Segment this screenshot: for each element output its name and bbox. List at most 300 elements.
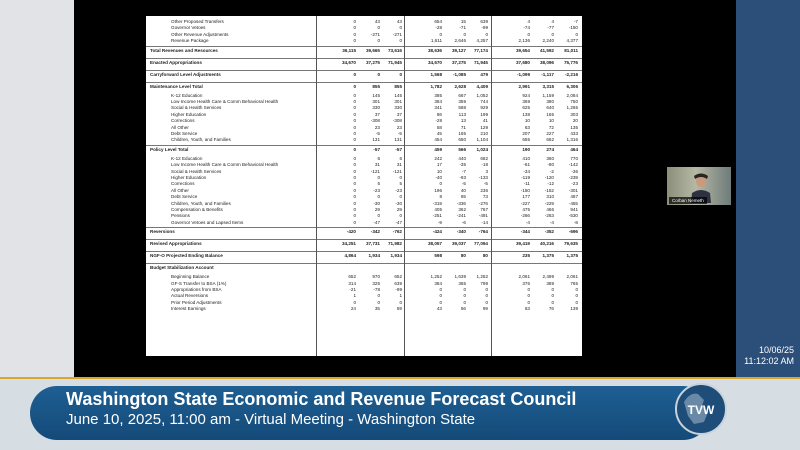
row-value: 0 xyxy=(353,131,356,136)
row-value: 1,934 xyxy=(390,253,402,259)
row-value: 23 xyxy=(396,124,402,130)
row-value: 1,265 xyxy=(566,105,578,111)
row-value: 99 xyxy=(482,306,488,312)
row-value: -420 xyxy=(346,229,356,235)
row-value: -36 xyxy=(571,168,578,174)
row-value: 1,252 xyxy=(430,274,442,280)
row-value: 1,934 xyxy=(368,253,380,259)
row-value: 37 xyxy=(374,111,380,117)
row-value: 765 xyxy=(570,280,578,286)
row-value: -57 xyxy=(395,146,402,152)
row-label: Appropriations from BSA xyxy=(171,287,222,292)
row-value: -30 xyxy=(373,200,380,206)
row-value: 0 xyxy=(353,111,356,117)
row-label: Carryforward Level Adjustments xyxy=(150,71,221,77)
row-value: 0 xyxy=(353,213,356,219)
row-value: 196 xyxy=(434,187,442,193)
row-value: 767 xyxy=(480,207,488,212)
row-label: Reversions xyxy=(150,229,175,235)
row-value: 80 xyxy=(460,253,466,259)
row-value: 1,104 xyxy=(476,137,488,143)
table-row xyxy=(146,228,582,235)
broadcast-timestamp xyxy=(744,345,794,367)
row-value: 43 xyxy=(374,19,380,24)
row-value: -21 xyxy=(349,287,356,292)
row-value: 37 xyxy=(396,111,402,117)
row-value: 81,011 xyxy=(564,47,578,53)
row-value: -150 xyxy=(520,187,530,193)
right-background-panel xyxy=(736,0,800,377)
row-value: 0 xyxy=(377,194,380,200)
row-value: 750 xyxy=(570,99,578,104)
row-value: -762 xyxy=(392,229,402,235)
row-value: 2,084 xyxy=(566,92,578,98)
row-value: 43 xyxy=(436,306,442,312)
row-value: -93 xyxy=(459,175,466,180)
row-value: 466 xyxy=(546,207,554,212)
row-value: 384 xyxy=(434,280,442,286)
row-value: 682 xyxy=(480,155,488,161)
row-value: 0 xyxy=(527,293,530,299)
row-value: 20 xyxy=(572,118,578,124)
row-value: 0 xyxy=(377,25,380,31)
row-value: 0 xyxy=(353,99,356,104)
banner-title: Washington State Economic and Revenue Forecast Council xyxy=(66,389,577,409)
row-value: 0 xyxy=(485,31,488,37)
table-row xyxy=(146,47,582,54)
row-value: -266 xyxy=(520,213,530,219)
row-value: 199 xyxy=(480,111,488,117)
row-label: Beginning Balance xyxy=(171,274,210,280)
row-value: -340 xyxy=(456,229,466,235)
row-value: 72 xyxy=(548,124,554,130)
row-value: -35 xyxy=(459,162,466,168)
row-value: 652 xyxy=(394,274,402,280)
row-value: 384 xyxy=(434,99,442,104)
row-value: 929 xyxy=(480,105,488,111)
column-divider xyxy=(404,16,405,356)
row-value: 15 xyxy=(460,19,466,24)
row-value: 2,240 xyxy=(542,38,554,44)
row-value: 138 xyxy=(522,111,530,117)
row-value: 63 xyxy=(524,306,530,312)
row-label: Prior Period Adjustments xyxy=(171,299,222,305)
row-value: 655 xyxy=(522,137,530,143)
tvw-logo xyxy=(674,382,728,436)
row-value: 2,628 xyxy=(454,83,466,89)
row-value: 464 xyxy=(570,146,578,152)
row-value: 365 xyxy=(458,280,466,286)
row-value: -14 xyxy=(481,219,488,225)
row-value: 0 xyxy=(353,38,356,44)
row-value: 31 xyxy=(374,162,380,168)
row-value: 588 xyxy=(458,105,466,111)
table-row xyxy=(146,305,582,312)
row-value: 650 xyxy=(458,137,466,143)
row-value: 0 xyxy=(463,287,466,292)
row-value: 639 xyxy=(480,19,488,24)
row-value: 71,945 xyxy=(473,59,488,65)
row-value: 38,096 xyxy=(539,59,554,65)
row-value: 1 xyxy=(399,293,402,299)
row-value: -150 xyxy=(568,25,578,31)
participant-video-tile xyxy=(667,167,731,205)
row-label: Social & Health Services xyxy=(171,105,222,111)
budget-balance-sheet xyxy=(146,16,582,356)
row-value: 410 xyxy=(522,155,530,161)
row-value: 71,982 xyxy=(387,241,402,247)
row-value: 0 xyxy=(353,146,356,152)
row-label: K-12 Education xyxy=(171,155,203,161)
row-value: -1,085 xyxy=(452,71,466,77)
row-value: 59 xyxy=(396,306,402,312)
table-row xyxy=(146,146,582,153)
row-value: 35 xyxy=(374,306,380,312)
row-value: -23 xyxy=(395,187,402,193)
row-value: 10 xyxy=(548,118,554,124)
table-row xyxy=(146,264,582,271)
row-value: 1,375 xyxy=(542,253,554,259)
row-label: Budget Stabilization Account xyxy=(150,265,214,271)
banner-subtitle: June 10, 2025, 11:00 am - Virtual Meeting - Washington State xyxy=(66,411,476,428)
row-value: -424 xyxy=(432,229,442,235)
row-label: Other Revenue Adjustments xyxy=(171,31,229,37)
row-value: 654 xyxy=(434,19,442,24)
row-value: 1,782 xyxy=(430,83,442,89)
row-value: 4 xyxy=(551,19,554,24)
row-label: Social & Health Services xyxy=(171,168,222,174)
row-value: 145 xyxy=(372,92,380,98)
row-value: -308 xyxy=(370,118,380,124)
row-value: 1,252 xyxy=(476,274,488,280)
row-value: 440 xyxy=(458,155,466,161)
row-value: 1,316 xyxy=(566,137,578,143)
row-value: 744 xyxy=(480,99,488,104)
row-value: 34,670 xyxy=(341,59,356,65)
row-value: 3,315 xyxy=(542,83,554,89)
row-label: Total Revenues and Resources xyxy=(150,47,218,53)
table-row xyxy=(146,83,582,90)
row-value: 0 xyxy=(353,83,356,89)
row-value: 177 xyxy=(522,194,530,200)
row-value: 13 xyxy=(460,118,466,124)
row-value: 63 xyxy=(524,124,530,130)
row-value: 0 xyxy=(399,213,402,219)
row-value: 0 xyxy=(377,175,380,180)
row-value: 0 xyxy=(353,194,356,200)
row-value: -5 xyxy=(483,181,488,187)
row-value: 301 xyxy=(394,99,402,104)
row-value: 405 xyxy=(434,207,442,212)
row-value: 0 xyxy=(353,187,356,193)
row-label: Corrections xyxy=(171,181,195,187)
row-label: Enacted Appropriations xyxy=(150,59,202,65)
row-label: Higher Education xyxy=(171,111,207,117)
row-value: 360 xyxy=(546,155,554,161)
row-value: 73 xyxy=(482,194,488,200)
row-value: 640 xyxy=(546,105,554,111)
row-value: -119 xyxy=(521,175,530,180)
row-value: 236 xyxy=(480,187,488,193)
row-value: 0 xyxy=(439,299,442,305)
row-label: Governor Vetoes xyxy=(171,25,206,31)
row-value: -455 xyxy=(568,200,578,206)
row-value: -78 xyxy=(373,287,380,292)
row-value: 131 xyxy=(372,137,380,143)
row-value: -764 xyxy=(478,229,488,235)
row-value: 330 xyxy=(372,105,380,111)
row-value: 37,275 xyxy=(451,59,466,65)
row-value: 667 xyxy=(458,92,466,98)
row-value: 855 xyxy=(394,83,402,89)
row-value: -4 xyxy=(525,219,530,225)
row-label: Low Income Health Care & Comm Behavioral Health xyxy=(171,99,279,104)
row-value: 0 xyxy=(353,181,356,187)
row-value: 41,592 xyxy=(539,47,554,53)
row-label: Children, Youth, and Families xyxy=(171,137,231,143)
row-value: 39,037 xyxy=(451,241,466,247)
row-value: 6,306 xyxy=(566,83,578,89)
row-value: 0 xyxy=(439,293,442,299)
row-value: -28 xyxy=(435,118,442,124)
table-row xyxy=(146,252,582,259)
row-value: 0 xyxy=(399,38,402,44)
row-label: Debt Service xyxy=(171,131,198,136)
row-value: 129 xyxy=(480,124,488,130)
row-value: 475 xyxy=(522,207,530,212)
column-divider xyxy=(491,16,492,356)
row-value: 39,665 xyxy=(365,47,380,53)
row-value: -491 xyxy=(478,213,488,219)
row-value: 0 xyxy=(353,92,356,98)
row-value: -696 xyxy=(568,229,578,235)
row-value: 0 xyxy=(353,25,356,31)
row-value: 385 xyxy=(434,92,442,98)
row-value: 37,680 xyxy=(515,59,530,65)
row-value: 303 xyxy=(570,111,578,117)
row-label: Compensation & Benefits xyxy=(171,207,223,212)
row-value: 0 xyxy=(353,118,356,124)
row-value: 77,174 xyxy=(473,47,488,53)
row-value: 1 xyxy=(353,293,356,299)
row-value: -342 xyxy=(370,229,380,235)
row-value: 0 xyxy=(353,219,356,225)
row-value: -71 xyxy=(459,25,466,31)
row-value: 770 xyxy=(570,155,578,161)
row-label: Pensions xyxy=(171,213,190,219)
row-value: -80 xyxy=(547,162,554,168)
row-value: -1,099 xyxy=(516,71,530,77)
row-value: 0 xyxy=(551,287,554,292)
row-value: 1,159 xyxy=(542,92,554,98)
row-value: 0 xyxy=(353,105,356,111)
row-value: 37,275 xyxy=(365,59,380,65)
row-value: 139 xyxy=(570,306,578,312)
row-value: 0 xyxy=(463,299,466,305)
row-value: 8 xyxy=(439,194,442,200)
row-value: 0 xyxy=(377,213,380,219)
row-value: 924 xyxy=(522,92,530,98)
row-value: 40,216 xyxy=(539,241,554,247)
row-value: -301 xyxy=(568,187,578,193)
row-value: -308 xyxy=(392,118,402,124)
row-value: 73,616 xyxy=(387,47,402,53)
row-value: 662 xyxy=(546,137,554,143)
table-row xyxy=(146,71,582,78)
row-value: 5 xyxy=(399,181,402,187)
row-value: 71 xyxy=(460,124,466,130)
row-value: -5 xyxy=(397,131,402,136)
row-value: 4,257 xyxy=(476,38,488,44)
row-value: 0 xyxy=(527,31,530,37)
row-value: 941 xyxy=(570,207,578,212)
row-value: 0 xyxy=(353,162,356,168)
row-value: 24 xyxy=(350,306,356,312)
table-row xyxy=(146,240,582,247)
row-value: -4 xyxy=(549,219,554,225)
row-value: 0 xyxy=(377,299,380,305)
row-label: Revised Appropriations xyxy=(150,241,202,247)
row-value: 207 xyxy=(522,131,530,136)
row-value: 2,991 xyxy=(518,83,530,89)
row-label: K-12 Education xyxy=(171,92,203,98)
row-value: 37,731 xyxy=(365,241,380,247)
row-value: 10 xyxy=(436,168,442,174)
row-value: -40 xyxy=(435,175,442,180)
row-value: -99 xyxy=(481,25,488,31)
row-value: 113 xyxy=(458,111,466,117)
row-label: NGF-O Projected Ending Balance xyxy=(150,253,223,259)
row-value: 17 xyxy=(436,162,442,168)
row-value: 310 xyxy=(546,194,554,200)
row-value: 0 xyxy=(485,287,488,292)
row-value: -77 xyxy=(547,25,554,31)
table-row xyxy=(146,219,582,226)
row-value: 65 xyxy=(460,194,466,200)
row-value: 75,776 xyxy=(563,59,578,65)
row-value: 76 xyxy=(548,306,554,312)
row-value: -271 xyxy=(392,31,402,37)
row-value: 0 xyxy=(353,207,356,212)
row-value: 6 xyxy=(399,155,402,161)
row-value: 23 xyxy=(374,124,380,130)
row-value: 34,251 xyxy=(341,241,356,247)
row-value: 970 xyxy=(372,274,380,280)
row-value: 2,061 xyxy=(566,274,578,280)
row-value: -241 xyxy=(456,213,466,219)
table-row xyxy=(146,37,582,44)
row-value: 0 xyxy=(575,31,578,37)
row-value: -344 xyxy=(520,229,530,235)
row-label: Debt Service xyxy=(171,194,198,200)
row-value: 625 xyxy=(522,105,530,111)
row-value: -7 xyxy=(461,168,466,174)
row-value: -352 xyxy=(544,229,554,235)
row-value: 0 xyxy=(485,293,488,299)
row-value: 1,024 xyxy=(476,146,488,152)
row-value: 3 xyxy=(485,168,488,174)
row-value: 29 xyxy=(396,207,402,212)
row-value: 0 xyxy=(353,71,356,77)
row-value: 242 xyxy=(434,155,442,161)
row-label: Revenue Package xyxy=(171,38,209,44)
row-value: 135 xyxy=(570,124,578,130)
row-value: 0 xyxy=(353,168,356,174)
row-label: Governor Vetoes and Lapsed Items xyxy=(171,219,244,225)
row-value: 0 xyxy=(527,287,530,292)
row-value: 341 xyxy=(434,105,442,111)
row-value: 34,670 xyxy=(427,59,442,65)
left-background-panel xyxy=(0,0,74,377)
row-value: -152 xyxy=(544,187,554,193)
row-value: 799 xyxy=(480,280,488,286)
row-value: 0 xyxy=(399,71,402,77)
row-value: -12 xyxy=(547,181,554,187)
row-value: 433 xyxy=(570,131,578,136)
row-value: 380 xyxy=(546,99,554,104)
row-value: -23 xyxy=(571,181,578,187)
row-value: 4,377 xyxy=(566,38,578,44)
row-value: 29 xyxy=(374,207,380,212)
row-value: 6 xyxy=(377,155,380,161)
row-value: 40 xyxy=(460,187,466,193)
row-value: 362 xyxy=(458,207,466,212)
row-value: -57 xyxy=(373,146,380,152)
row-value: 0 xyxy=(399,299,402,305)
row-value: 325 xyxy=(372,280,380,286)
row-value: 566 xyxy=(458,146,466,152)
row-value: -319 xyxy=(432,200,442,206)
row-label: Low Income Health Care & Comm Behavioral Health xyxy=(171,162,279,168)
row-value: 389 xyxy=(546,280,554,286)
row-value: 0 xyxy=(463,293,466,299)
row-value: -2 xyxy=(549,168,554,174)
row-value: 4 xyxy=(527,19,530,24)
column-divider xyxy=(316,16,317,356)
row-value: 0 xyxy=(353,137,356,143)
row-value: -142 xyxy=(568,162,578,168)
table-row xyxy=(146,59,582,66)
row-value: 5 xyxy=(377,181,380,187)
row-label: Corrections xyxy=(171,118,195,124)
row-value: 0 xyxy=(485,299,488,305)
row-value: 0 xyxy=(463,31,466,37)
row-value: -74 xyxy=(523,25,530,31)
row-value: 598 xyxy=(434,253,442,259)
row-value: 43 xyxy=(396,19,402,24)
row-value: 0 xyxy=(353,299,356,305)
row-value: 2,061 xyxy=(518,274,530,280)
row-value: -5 xyxy=(375,131,380,136)
row-value: -121 xyxy=(370,168,380,174)
row-value: 0 xyxy=(399,25,402,31)
row-value: 2,499 xyxy=(542,274,554,280)
row-value: 39,127 xyxy=(451,47,466,53)
row-value: 487 xyxy=(570,194,578,200)
row-value: 131 xyxy=(394,137,402,143)
row-value: 71,945 xyxy=(387,59,402,65)
row-value: -227 xyxy=(520,200,530,206)
row-value: 369 xyxy=(522,99,530,104)
row-value: -530 xyxy=(568,213,578,219)
row-value: -61 xyxy=(523,162,530,168)
row-value: 0 xyxy=(575,299,578,305)
row-value: -6 xyxy=(461,219,466,225)
table-row xyxy=(146,136,582,143)
row-value: 274 xyxy=(546,146,554,152)
row-label: Children, Youth, and Families xyxy=(171,200,231,206)
row-value: 855 xyxy=(372,83,380,89)
